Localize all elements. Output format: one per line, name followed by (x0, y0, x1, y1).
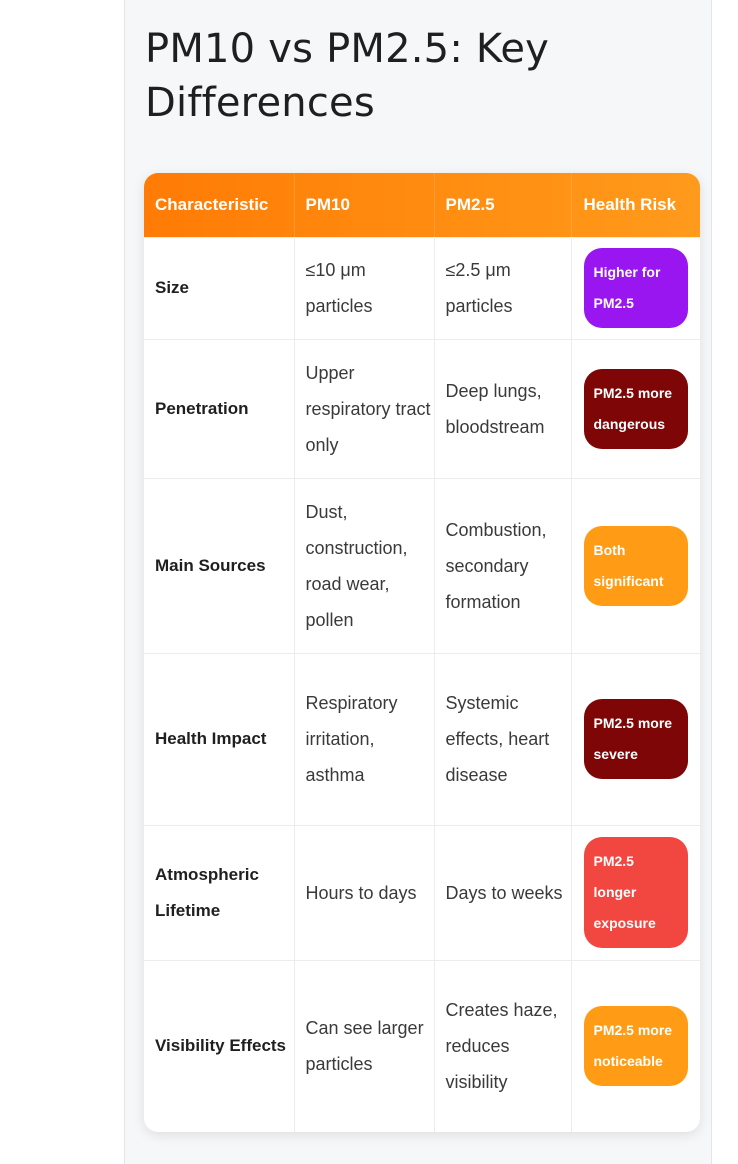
health-risk-cell (571, 478, 700, 653)
health-risk-cell (571, 339, 700, 478)
header-health-risk: Health Risk (583, 194, 677, 214)
pm10-cell: Upper respiratory tract only (294, 339, 434, 478)
health-risk-badge: PM2.5 longer exposure (584, 837, 688, 948)
characteristic-cell: Atmospheric Lifetime (144, 825, 294, 960)
pm10-cell: Dust, construction, road wear, pollen (294, 478, 434, 653)
characteristic-cell: Main Sources (144, 478, 294, 653)
health-risk-badge: PM2.5 more dangerous (584, 369, 688, 449)
comparison-table (144, 173, 700, 1132)
table-row (144, 960, 700, 1132)
pm25-cell: Systemic effects, heart disease (434, 653, 571, 825)
characteristic-cell: Penetration (144, 339, 294, 478)
health-risk-cell (571, 237, 700, 339)
table-header-row (144, 173, 700, 237)
characteristic-cell: Visibility Effects (144, 960, 294, 1132)
header-characteristic: Characteristic (144, 173, 294, 237)
pm25-cell: Days to weeks (434, 825, 571, 960)
header-pm25: PM2.5 (434, 173, 571, 237)
pm25-cell: Deep lungs, bloodstream (434, 339, 571, 478)
health-risk-cell (571, 825, 700, 960)
health-risk-badge: Both significant (584, 526, 688, 606)
pm10-cell: Respiratory irritation, asthma (294, 653, 434, 825)
health-risk-cell (571, 653, 700, 825)
page-title: PM10 vs PM2.5: Key Differences (145, 26, 550, 126)
health-risk-badge: Higher for PM2.5 (584, 248, 688, 328)
table-row (144, 825, 700, 960)
pm10-cell: ≤10 μm particles (294, 237, 434, 339)
pm10-cell: Hours to days (294, 825, 434, 960)
table-row (144, 653, 700, 825)
characteristic-cell: Health Impact (144, 653, 294, 825)
health-risk-badge: PM2.5 more noticeable (584, 1006, 688, 1086)
header-pm10: PM10 (294, 173, 434, 237)
content-panel (124, 0, 712, 1164)
pm25-cell: Creates haze, reduces visibility (434, 960, 571, 1132)
health-risk-cell (571, 960, 700, 1132)
pm25-cell: ≤2.5 μm particles (434, 237, 571, 339)
characteristic-cell: Size (144, 237, 294, 339)
table-row (144, 339, 700, 478)
pm25-cell: Combustion, secondary formation (434, 478, 571, 653)
comparison-table-card (144, 173, 700, 1132)
table-row (144, 237, 700, 339)
table-row (144, 478, 700, 653)
pm10-cell: Can see larger particles (294, 960, 434, 1132)
health-risk-badge: PM2.5 more severe (584, 699, 688, 779)
